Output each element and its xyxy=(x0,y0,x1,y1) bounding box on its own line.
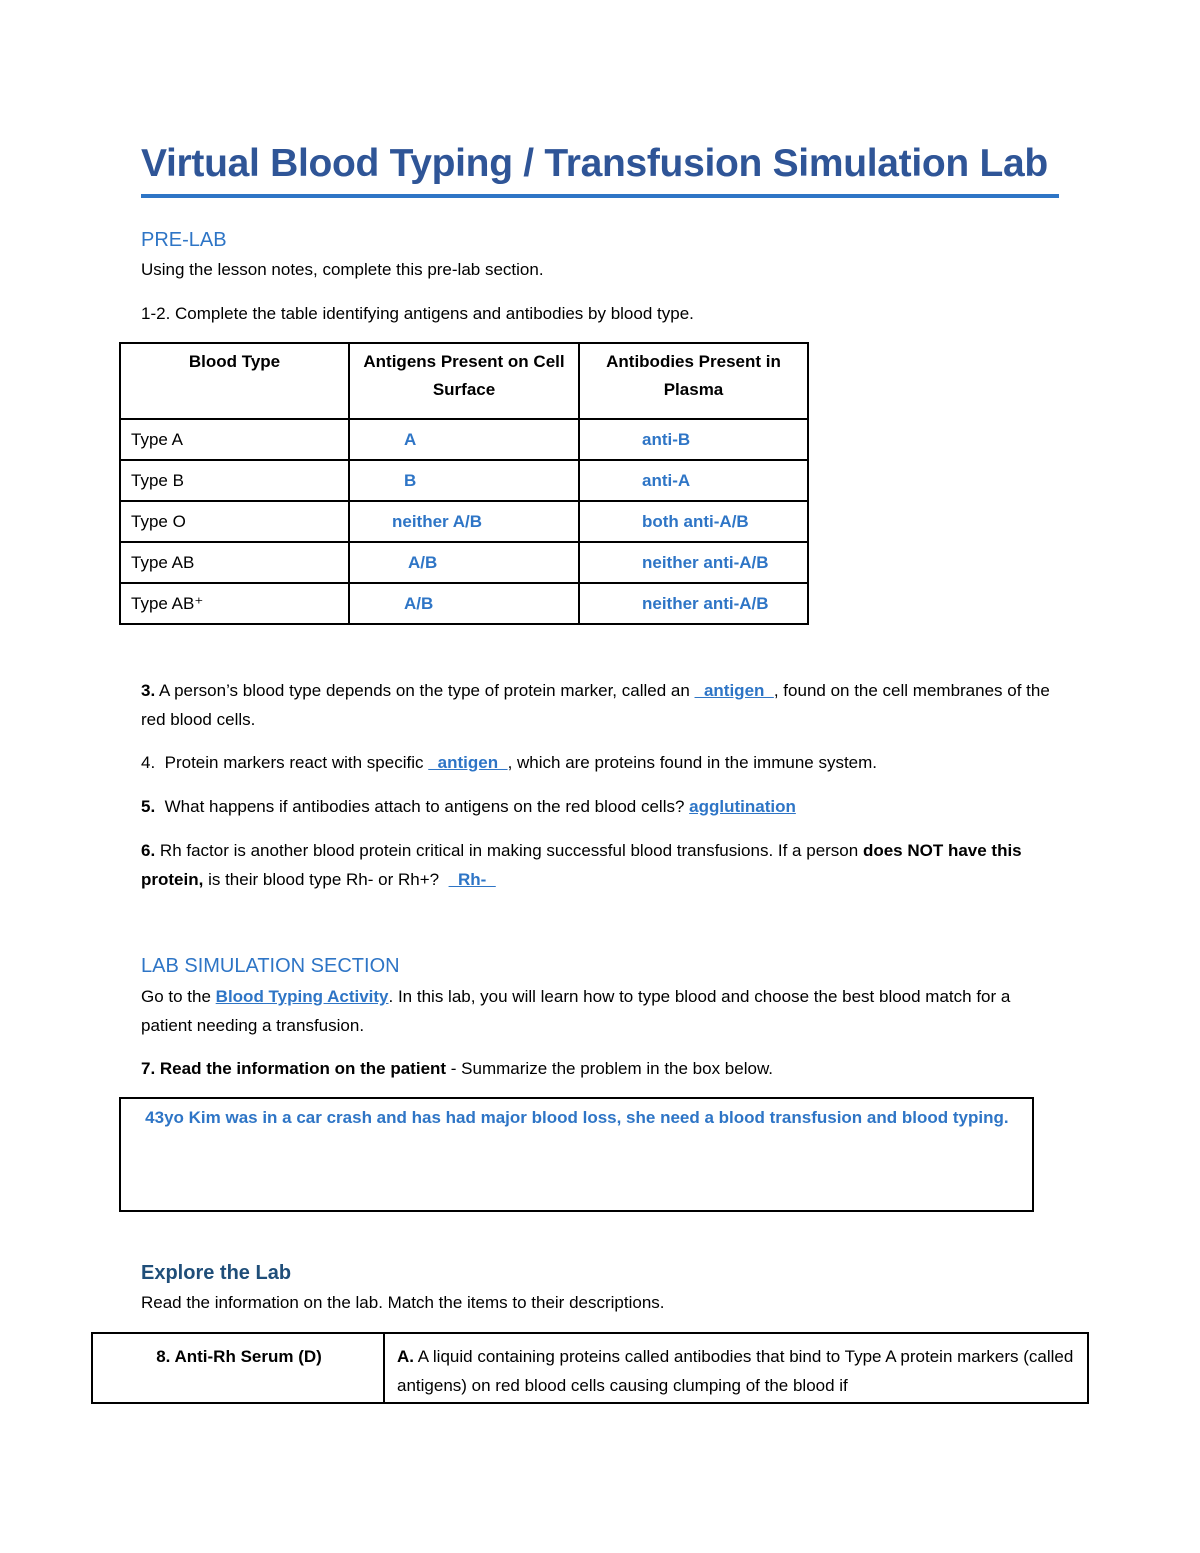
question-text: - Summarize the problem in the box below. xyxy=(446,1059,774,1078)
question-5 xyxy=(141,792,1061,821)
question-4 xyxy=(141,748,1061,777)
answer-blank[interactable]: agglutination xyxy=(689,797,796,816)
header-blood-type: Blood Type xyxy=(120,343,349,419)
question-1-2: 1-2. Complete the table identifying antigens and antibodies by blood type. xyxy=(141,304,694,323)
cell-antibody[interactable]: neither anti-A/B xyxy=(579,542,808,583)
description-letter: A. xyxy=(397,1347,414,1366)
summary-box[interactable] xyxy=(119,1097,1034,1212)
question-number: 6. xyxy=(141,841,156,860)
question-3 xyxy=(141,676,1061,734)
cell-blood-type: Type AB⁺ xyxy=(120,583,349,624)
question-6 xyxy=(141,836,1061,894)
question-number: 4. xyxy=(141,753,156,772)
blood-typing-activity-link[interactable]: Blood Typing Activity xyxy=(215,987,389,1006)
question-number: 3. xyxy=(141,681,156,700)
prelab-heading: PRE-LAB xyxy=(141,229,227,251)
question-emphasis: 7. Read the information on the patient xyxy=(141,1059,447,1078)
match-item: 8. Anti-Rh Serum (D) xyxy=(92,1333,384,1403)
question-text: What happens if antibodies attach to antigens on the red blood cells? xyxy=(155,797,690,816)
table-row xyxy=(120,419,808,460)
prelab-instructions: Using the lesson notes, complete this pre-lab section. xyxy=(141,260,544,279)
cell-antibody[interactable]: neither anti-A/B xyxy=(579,583,808,624)
explore-heading: Explore the Lab xyxy=(141,1262,292,1284)
table-row xyxy=(120,583,808,624)
instruction-text: Go to the xyxy=(141,987,216,1006)
matching-table xyxy=(91,1332,1089,1404)
question-text: is their blood type Rh- or Rh+? xyxy=(203,870,449,889)
answer-blank[interactable]: antigen xyxy=(694,681,774,700)
explore-instructions: Read the information on the lab. Match the items to their descriptions. xyxy=(141,1293,665,1312)
question-emphasis: does NOT have this protein, xyxy=(141,841,1022,889)
lab-simulation-heading: LAB SIMULATION SECTION xyxy=(141,955,400,977)
question-7 xyxy=(141,1054,1061,1083)
blood-type-table xyxy=(119,342,809,625)
answer-blank[interactable]: antigen xyxy=(428,753,508,772)
lab-instructions xyxy=(141,982,1061,1040)
question-text: Rh factor is another blood protein critical in making successful blood transfusions. If a person xyxy=(155,841,863,860)
cell-blood-type: Type B xyxy=(120,460,349,501)
cell-antigen[interactable]: A/B xyxy=(349,583,579,624)
table-row xyxy=(120,501,808,542)
cell-antibody[interactable]: anti-A xyxy=(579,460,808,501)
cell-antibody[interactable]: both anti-A/B xyxy=(579,501,808,542)
cell-antibody[interactable]: anti-B xyxy=(579,419,808,460)
cell-blood-type: Type O xyxy=(120,501,349,542)
header-antibodies: Antibodies Present in Plasma xyxy=(579,343,808,419)
question-text: A person’s blood type depends on the type of protein marker, called an xyxy=(155,681,695,700)
summary-text: 43yo Kim was in a car crash and has had major blood loss, she need a blood transfusion and blood typing. xyxy=(131,1108,1009,1127)
cell-antigen[interactable]: A/B xyxy=(349,542,579,583)
table-row xyxy=(120,542,808,583)
answer-blank[interactable]: Rh- xyxy=(448,870,496,889)
question-text: Protein markers react with specific xyxy=(155,753,429,772)
page-title: Virtual Blood Typing / Transfusion Simulation Lab xyxy=(141,142,1059,198)
question-text: , which are proteins found in the immune system. xyxy=(507,753,878,772)
cell-antigen[interactable]: neither A/B xyxy=(349,501,579,542)
cell-antigen[interactable]: B xyxy=(349,460,579,501)
match-description xyxy=(384,1333,1088,1403)
question-text: , found on the cell membranes of the red blood cells. xyxy=(141,681,1050,729)
description-text: A liquid containing proteins called antibodies that bind to Type A protein markers (called antigens) on red blood cells causing clumping of the blood if xyxy=(397,1347,1074,1395)
header-antigens: Antigens Present on Cell Surface xyxy=(349,343,579,419)
table-row xyxy=(92,1333,1088,1403)
cell-blood-type: Type AB xyxy=(120,542,349,583)
table-row xyxy=(120,460,808,501)
table-header-row xyxy=(120,343,808,419)
instruction-text: . In this lab, you will learn how to type blood and choose the best blood match for a patient needing a transfusion. xyxy=(141,987,1011,1035)
question-number: 5. xyxy=(141,797,156,816)
cell-antigen[interactable]: A xyxy=(349,419,579,460)
cell-blood-type: Type A xyxy=(120,419,349,460)
